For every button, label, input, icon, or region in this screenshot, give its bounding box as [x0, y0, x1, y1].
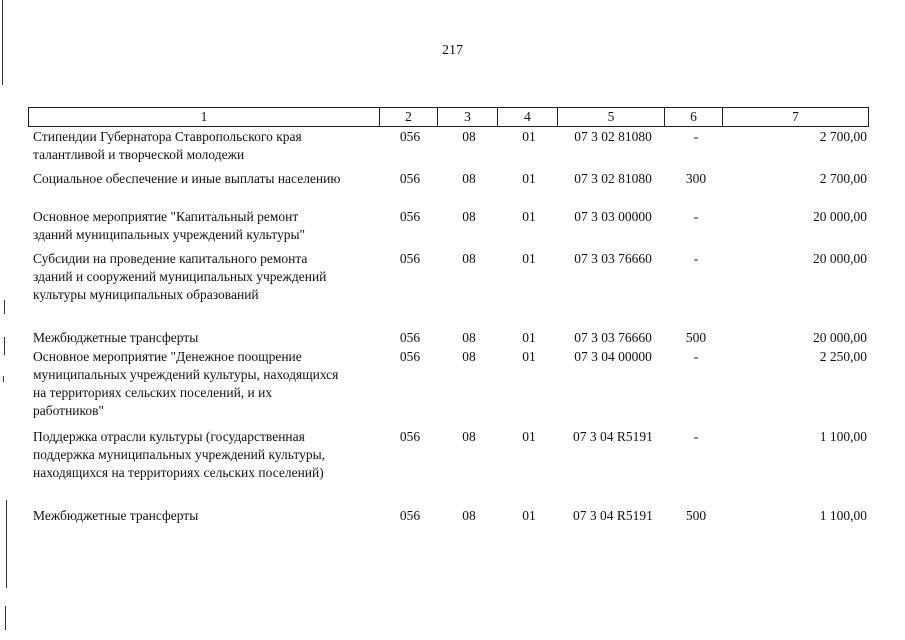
cell-col-7: 2 250,00 [819, 349, 867, 364]
cell-col-7: 2 700,00 [819, 171, 867, 186]
cell-col-2: 056 [399, 349, 421, 364]
row-name-line: Основное мероприятие "Денежное поощрение [33, 349, 302, 364]
cell-col-3: 08 [462, 129, 476, 144]
cell-col-5: 07 3 04 00000 [574, 349, 652, 364]
row-name-line: Основное мероприятие "Капитальный ремонт [33, 209, 299, 224]
cell-col-6: - [693, 349, 699, 364]
cell-col-3: 08 [462, 349, 476, 364]
header-col-4: 4 [498, 108, 558, 127]
cell-col-7: 1 100,00 [819, 508, 867, 523]
cell-col-4: 01 [522, 349, 536, 364]
cell-col-2: 056 [399, 330, 421, 345]
cell-col-3: 08 [462, 429, 476, 444]
cell-col-5: 07 3 03 76660 [574, 251, 652, 266]
row-name [33, 329, 393, 347]
cell-col-2: 056 [399, 251, 421, 266]
cell-col-5: 07 3 02 81080 [574, 171, 652, 186]
row-name-line: Субсидии на проведение капитального ремонта [33, 251, 308, 266]
cell-col-4: 01 [522, 251, 536, 266]
row-name-line: зданий и сооружений муниципальных учреждений [33, 269, 327, 284]
row-name [33, 507, 393, 525]
cell-col-3: 08 [462, 330, 476, 345]
row-name-line: культуры муниципальных образований [33, 287, 259, 302]
page-number: 217 [442, 43, 463, 58]
cell-col-2: 056 [399, 429, 421, 444]
header-col-6: 6 [665, 108, 723, 127]
cell-col-4: 01 [522, 171, 536, 186]
cell-col-7: 20 000,00 [813, 330, 867, 345]
cell-col-2: 056 [399, 209, 421, 224]
header-col-5: 5 [558, 108, 665, 127]
row-name-line: поддержка муниципальных учреждений культуры, [33, 447, 326, 462]
cell-col-2: 056 [399, 171, 421, 186]
cell-col-7: 20 000,00 [813, 251, 867, 266]
cell-col-3: 08 [462, 251, 476, 266]
header-col-7: 7 [723, 108, 869, 127]
row-name-line: Социальное обеспечение и иные выплаты населению [33, 171, 341, 186]
cell-col-3: 08 [462, 209, 476, 224]
row-name [33, 348, 393, 420]
cell-col-3: 08 [462, 508, 476, 523]
cell-col-6: 500 [685, 508, 707, 523]
cell-col-7: 1 100,00 [819, 429, 867, 444]
scan-mark-left [4, 337, 5, 355]
cell-col-6: 500 [685, 330, 707, 345]
row-name-line: Межбюджетные трансферты [33, 508, 199, 523]
scan-mark-left [2, 0, 3, 85]
row-name-line: находящихся на территориях сельских поселений) [33, 465, 324, 480]
row-name-line: на территориях сельских поселений, и их [33, 385, 273, 400]
scan-mark-left [5, 606, 6, 630]
row-name-line: Межбюджетные трансферты [33, 330, 199, 345]
row-name-line: работников" [33, 403, 105, 418]
row-name [33, 128, 393, 164]
cell-col-5: 07 3 04 R5191 [573, 508, 653, 523]
scan-mark-left [4, 300, 5, 314]
cell-col-6: - [693, 251, 699, 266]
row-name-line: Поддержка отрасли культуры (государственная [33, 429, 305, 444]
header-col-1: 1 [29, 108, 380, 127]
cell-col-6: 300 [685, 171, 707, 186]
cell-col-6: - [693, 129, 699, 144]
cell-col-5: 07 3 04 R5191 [573, 429, 653, 444]
cell-col-4: 01 [522, 209, 536, 224]
row-name-line: зданий муниципальных учреждений культуры" [33, 227, 306, 242]
row-name [33, 250, 393, 304]
cell-col-5: 07 3 03 76660 [574, 330, 652, 345]
cell-col-4: 01 [522, 129, 536, 144]
cell-col-5: 07 3 02 81080 [574, 129, 652, 144]
header-col-3: 3 [438, 108, 498, 127]
scan-mark-left [3, 376, 4, 382]
row-name-line: Стипендии Губернатора Ставропольского края [33, 129, 302, 144]
cell-col-2: 056 [399, 508, 421, 523]
cell-col-4: 01 [522, 429, 536, 444]
cell-col-3: 08 [462, 171, 476, 186]
cell-col-4: 01 [522, 330, 536, 345]
cell-col-5: 07 3 03 00000 [574, 209, 652, 224]
row-name-line: муниципальных учреждений культуры, находящихся [33, 367, 339, 382]
cell-col-6: - [693, 429, 699, 444]
cell-col-2: 056 [399, 129, 421, 144]
table-header [28, 107, 869, 127]
cell-col-4: 01 [522, 508, 536, 523]
cell-col-7: 2 700,00 [819, 129, 867, 144]
header-col-2: 2 [380, 108, 438, 127]
row-name-line: талантливой и творческой молодежи [33, 147, 245, 162]
cell-col-7: 20 000,00 [813, 209, 867, 224]
scan-mark-left [6, 500, 7, 588]
cell-col-6: - [693, 209, 699, 224]
row-name [33, 170, 393, 188]
row-name [33, 208, 393, 244]
row-name [33, 428, 393, 482]
